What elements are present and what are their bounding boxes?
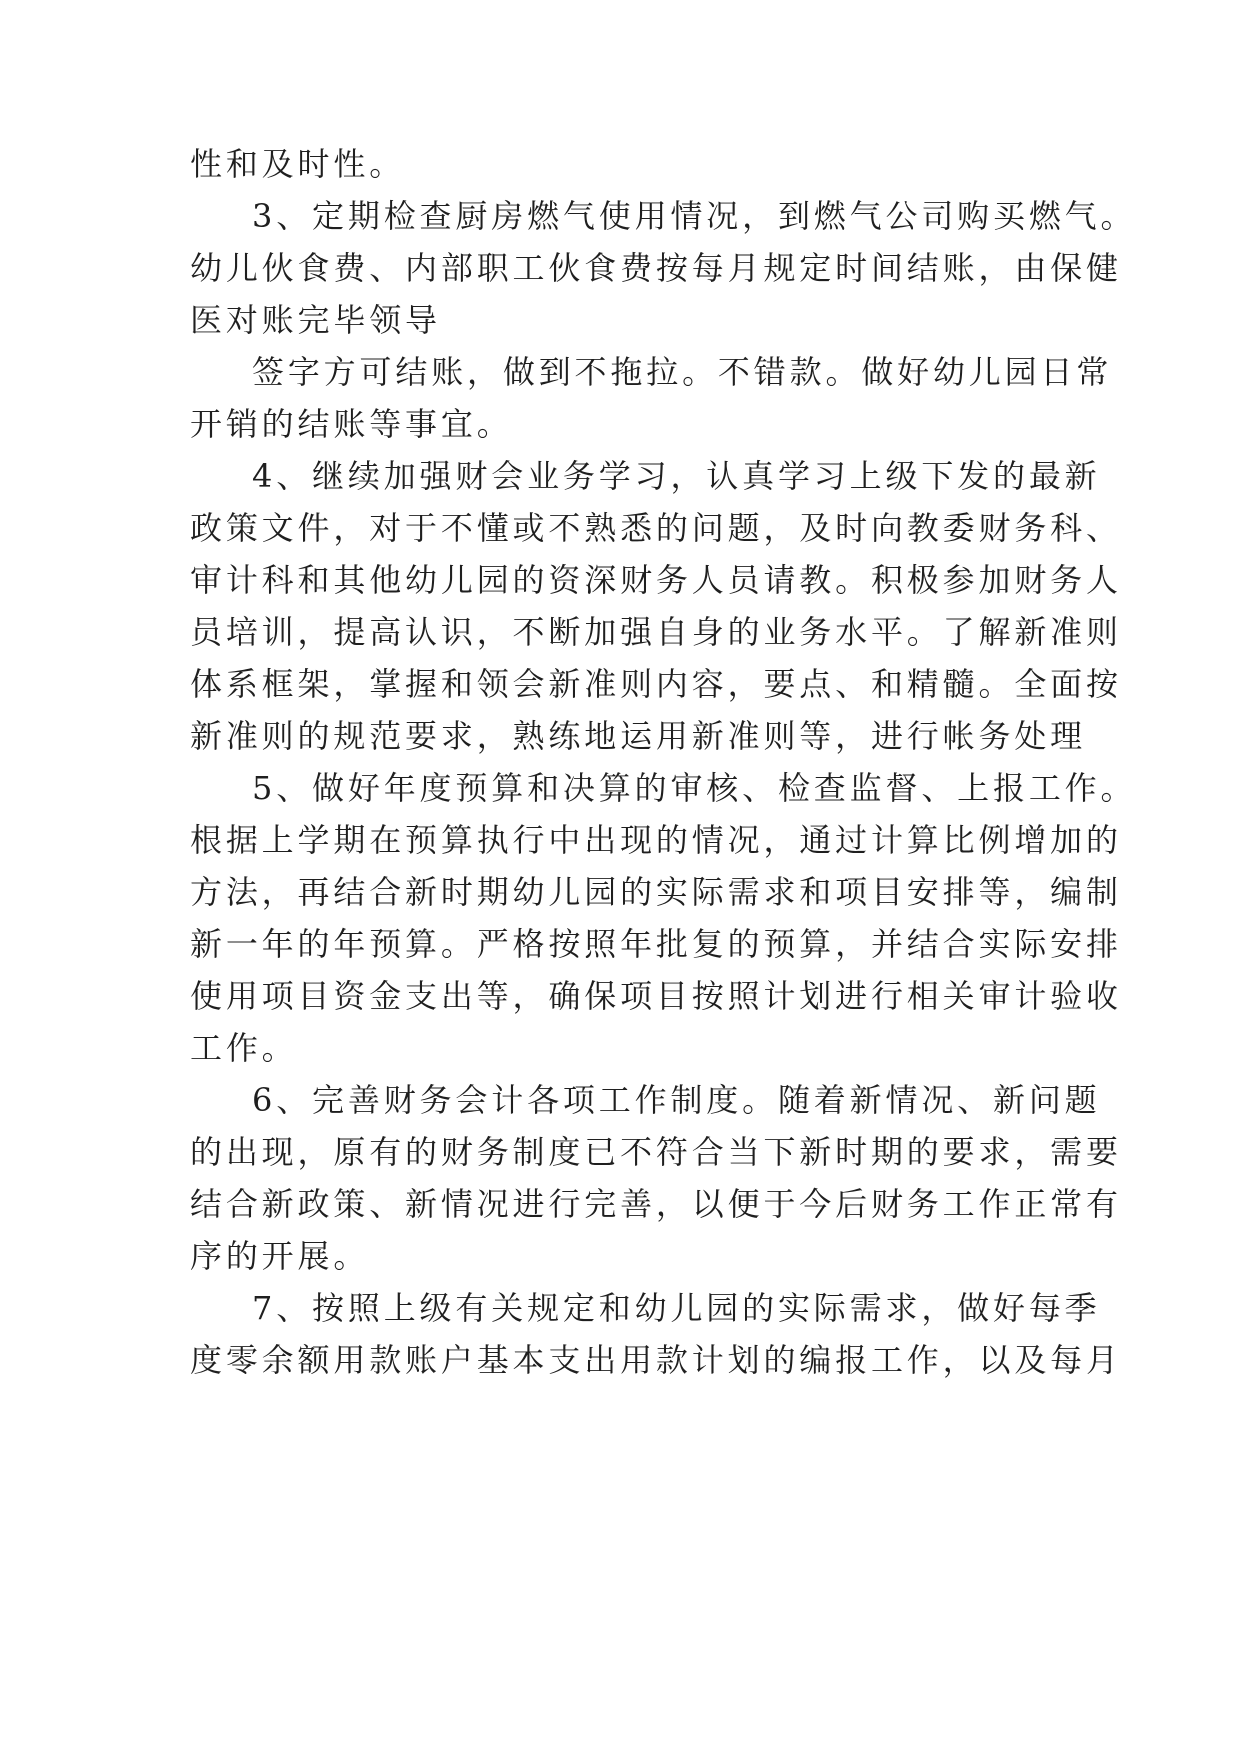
text-line: 5、做好年度预算和决算的审核、检查监督、上报工作。 bbox=[252, 769, 1137, 807]
text-line: 性和及时性。 bbox=[190, 145, 406, 183]
text-line: 开销的结账等事宜。 bbox=[190, 405, 513, 443]
text-line: 的出现，原有的财务制度已不符合当下新时期的要求，需要 bbox=[190, 1133, 1122, 1171]
text-line: 使用项目资金支出等，确保项目按照计划进行相关审计验收 bbox=[190, 977, 1122, 1015]
text-line: 结合新政策、新情况进行完善，以便于今后财务工作正常有 bbox=[190, 1185, 1122, 1223]
text-line: 审计科和其他幼儿园的资深财务人员请教。积极参加财务人 bbox=[190, 561, 1122, 599]
text-line: 体系框架，掌握和领会新准则内容，要点、和精髓。全面按 bbox=[190, 665, 1122, 703]
text-line: 医对账完毕领导 bbox=[190, 301, 441, 339]
text-line: 签字方可结账，做到不拖拉。不错款。做好幼儿园日常 bbox=[252, 353, 1113, 391]
text-line: 序的开展。 bbox=[190, 1237, 370, 1275]
text-line: 工作。 bbox=[190, 1029, 298, 1067]
text-line: 新一年的年预算。严格按照年批复的预算，并结合实际安排 bbox=[190, 925, 1122, 963]
text-line: 员培训，提高认识，不断加强自身的业务水平。了解新准则 bbox=[190, 613, 1122, 651]
text-line: 政策文件，对于不懂或不熟悉的问题，及时向教委财务科、 bbox=[190, 509, 1122, 547]
text-line: 7、按照上级有关规定和幼儿园的实际需求，做好每季 bbox=[252, 1289, 1101, 1327]
text-line: 新准则的规范要求，熟练地运用新准则等，进行帐务处理 bbox=[190, 717, 1087, 755]
text-line: 度零余额用款账户基本支出用款计划的编报工作，以及每月 bbox=[190, 1341, 1122, 1379]
text-line: 3、定期检查厨房燃气使用情况，到燃气公司购买燃气。 bbox=[252, 197, 1137, 235]
text-line: 6、完善财务会计各项工作制度。随着新情况、新问题 bbox=[252, 1081, 1101, 1119]
text-line: 幼儿伙食费、内部职工伙食费按每月规定时间结账，由保健 bbox=[190, 249, 1122, 287]
text-line: 4、继续加强财会业务学习，认真学习上级下发的最新 bbox=[252, 457, 1101, 495]
text-line: 方法，再结合新时期幼儿园的实际需求和项目安排等，编制 bbox=[190, 873, 1122, 911]
text-line: 根据上学期在预算执行中出现的情况，通过计算比例增加的 bbox=[190, 821, 1122, 859]
